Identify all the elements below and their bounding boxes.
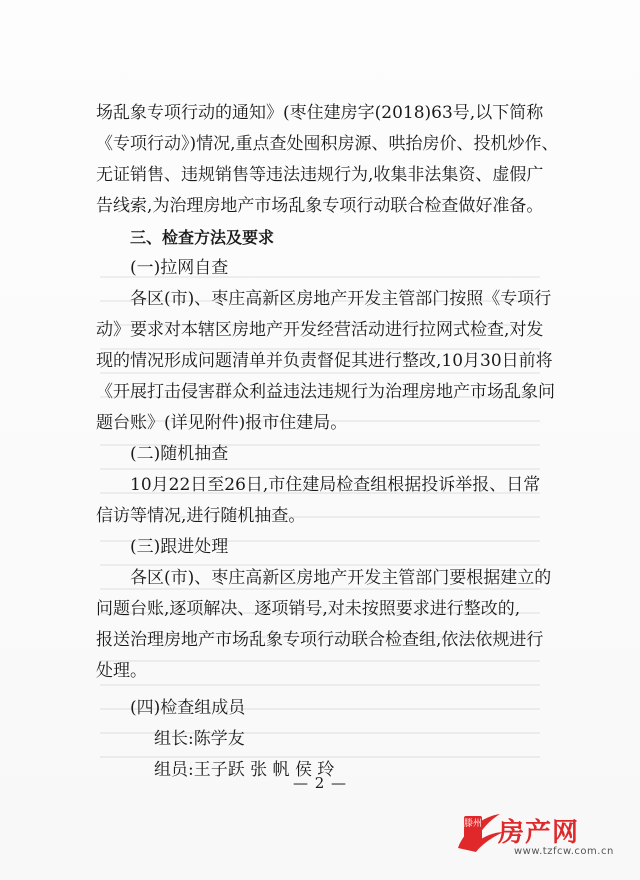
text-line: (一)拉网自查 [130,258,229,278]
text-line: 动》要求对本辖区房地产开发经营活动进行拉网式检查,对发 [96,320,544,340]
page-number: — 2 — [292,774,348,792]
text-line: 现的情况形成问题清单并负责督促其进行整改,10月30日前将 [96,351,553,371]
text-line: 组长:陈学友 [154,729,245,749]
text-line: 10月22日至26日,市住建局检查组根据投诉举报、日常 [130,475,541,495]
watermark-url: www.tzfcw.com.cn [514,846,614,857]
document-body [96,98,586,786]
text-line: 场乱象专项行动的通知》(枣住建房字(2018)63号,以下简称 [96,103,544,123]
text-line: (二)随机抽查 [130,444,229,464]
text-line: (三)跟进处理 [130,537,229,557]
text-line: 各区(市)、枣庄高新区房地产开发主管部门要根据建立的 [130,568,552,588]
text-line: 信访等情况,进行随机抽查。 [96,506,306,526]
text-line: 处理。 [96,661,147,681]
watermark-title: 房产网 [498,818,580,848]
text-line: 告线索,为治理房地产市场乱象专项行动联合检查做好准备。 [96,196,544,216]
text-line: 无证销售、违规销售等违法违规行为,收集非法集资、虚假广 [96,165,544,185]
text-line: (四)检查组成员 [130,698,246,718]
text-line: 各区(市)、枣庄高新区房地产开发主管部门按照《专项行 [130,289,552,309]
watermark-badge: 滕州 [464,816,482,844]
text-line: 报送治理房地产市场乱象专项行动联合检查组,依法依规进行 [96,630,544,650]
text-line: 问题台账,逐项解决、逐项销号,对未按照要求进行整改的, [96,599,521,619]
text-line: 组员:王子跃 张 帆 侯 玲 [154,760,335,780]
text-line: 题台账》(详见附件)报市住建局。 [96,413,348,433]
section-heading: 三、检查方法及要求 [130,228,275,247]
text-line: 《专项行动》)情况,重点查处囤积房源、哄抬房价、投机炒作、 [96,134,559,154]
text-line: 《开展打击侵害群众利益违法违规行为治理房地产市场乱象问 [96,382,555,402]
site-watermark [454,810,624,862]
